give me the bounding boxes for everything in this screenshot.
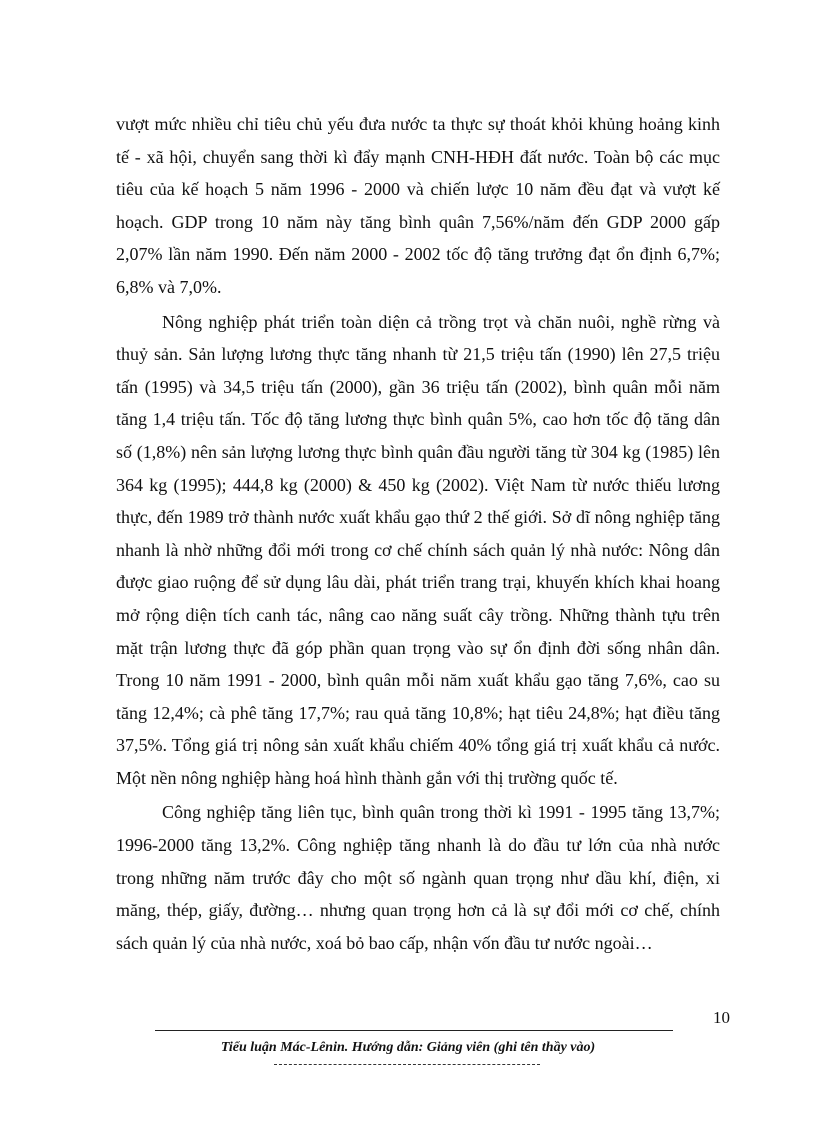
footer-rule — [155, 1030, 673, 1031]
footer-text: Tiểu luận Mác-Lênin. Hướng dẫn: Giảng viên (ghi tên thầy vào) — [220, 1040, 596, 1055]
body-text — [116, 108, 720, 961]
paragraph-2: Nông nghiệp phát triển toàn diện cả trồng trọt và chăn nuôi, nghề rừng và thuỷ sản. Sản lượng lương thực tăng nhanh từ 21,5 triệu tấn (1990) lên 27,5 triệu tấn (1995) và 34,5 triệu tấn (2000), gần 36 triệu tấn (2002), bình quân mỗi năm tăng 1,4 triệu tấn. Tốc độ tăng lương thực bình quân 5%, cao hơn tốc độ tăng dân số (1,8%) nên sản lượng lương thực bình quân đầu người tăng từ 304 kg (1985) lên 364 kg (1995); 444,8 kg (2000) & 450 kg (2002). Việt Nam từ nước thiếu lương thực, đến 1989 trở thành nước xuất khẩu gạo thứ 2 thế giới. Sở dĩ nông nghiệp tăng nhanh là nhờ những đổi mới trong cơ chế chính sách quản lý nhà nước: Nông dân được giao ruộng để sử dụng lâu dài, phát triển trang trại, khuyến khích khai hoang mở rộng diện tích canh tác, nâng cao năng suất cây trồng. Những thành tựu trên mặt trận lương thực đã góp phần quan trọng vào sự ổn định đời sống nhân dân. Trong 10 năm 1991 - 2000, bình quân mỗi năm xuất khẩu gạo tăng 7,6%, cao su tăng 12,4%; cà phê tăng 17,7%; rau quả tăng 10,8%; hạt tiêu 24,8%; hạt điều tăng 37,5%. Tổng giá trị nông sản xuất khẩu chiếm 40% tổng giá trị xuất khẩu cả nước. Một nền nông nghiệp hàng hoá hình thành gắn với thị trường quốc tế. — [116, 311, 720, 788]
footer-dashed-rule — [274, 1064, 540, 1065]
paragraph-1: vượt mức nhiều chỉ tiêu chủ yếu đưa nước ta thực sự thoát khỏi khủng hoảng kinh tế - xã hội, chuyển sang thời kì đẩy mạnh CNH-HĐH đất nước. Toàn bộ các mục tiêu của kế hoạch 5 năm 1996 - 2000 và chiến lược 10 năm đều đạt và vượt kế hoạch. GDP trong 10 năm này tăng bình quân 7,56%/năm đến GDP 2000 gấp 2,07% lần năm 1990. Đến năm 2000 - 2002 tốc độ tăng trưởng đạt ổn định 6,7%; 6,8% và 7,0%. — [116, 114, 720, 297]
paragraph-3: Công nghiệp tăng liên tục, bình quân trong thời kì 1991 - 1995 tăng 13,7%; 1996-2000 tăng 13,2%. Công nghiệp tăng nhanh là do đầu tư lớn của nhà nước trong những năm trước đây cho một số ngành quan trọng như dầu khí, điện, xi măng, thép, giấy, đường… nhưng quan trọng hơn cả là sự đổi mới cơ chế, chính sách quản lý của nhà nước, xoá bỏ bao cấp, nhận vốn đầu tư nước ngoài… — [116, 802, 720, 953]
page-number: 10 — [713, 1008, 730, 1027]
